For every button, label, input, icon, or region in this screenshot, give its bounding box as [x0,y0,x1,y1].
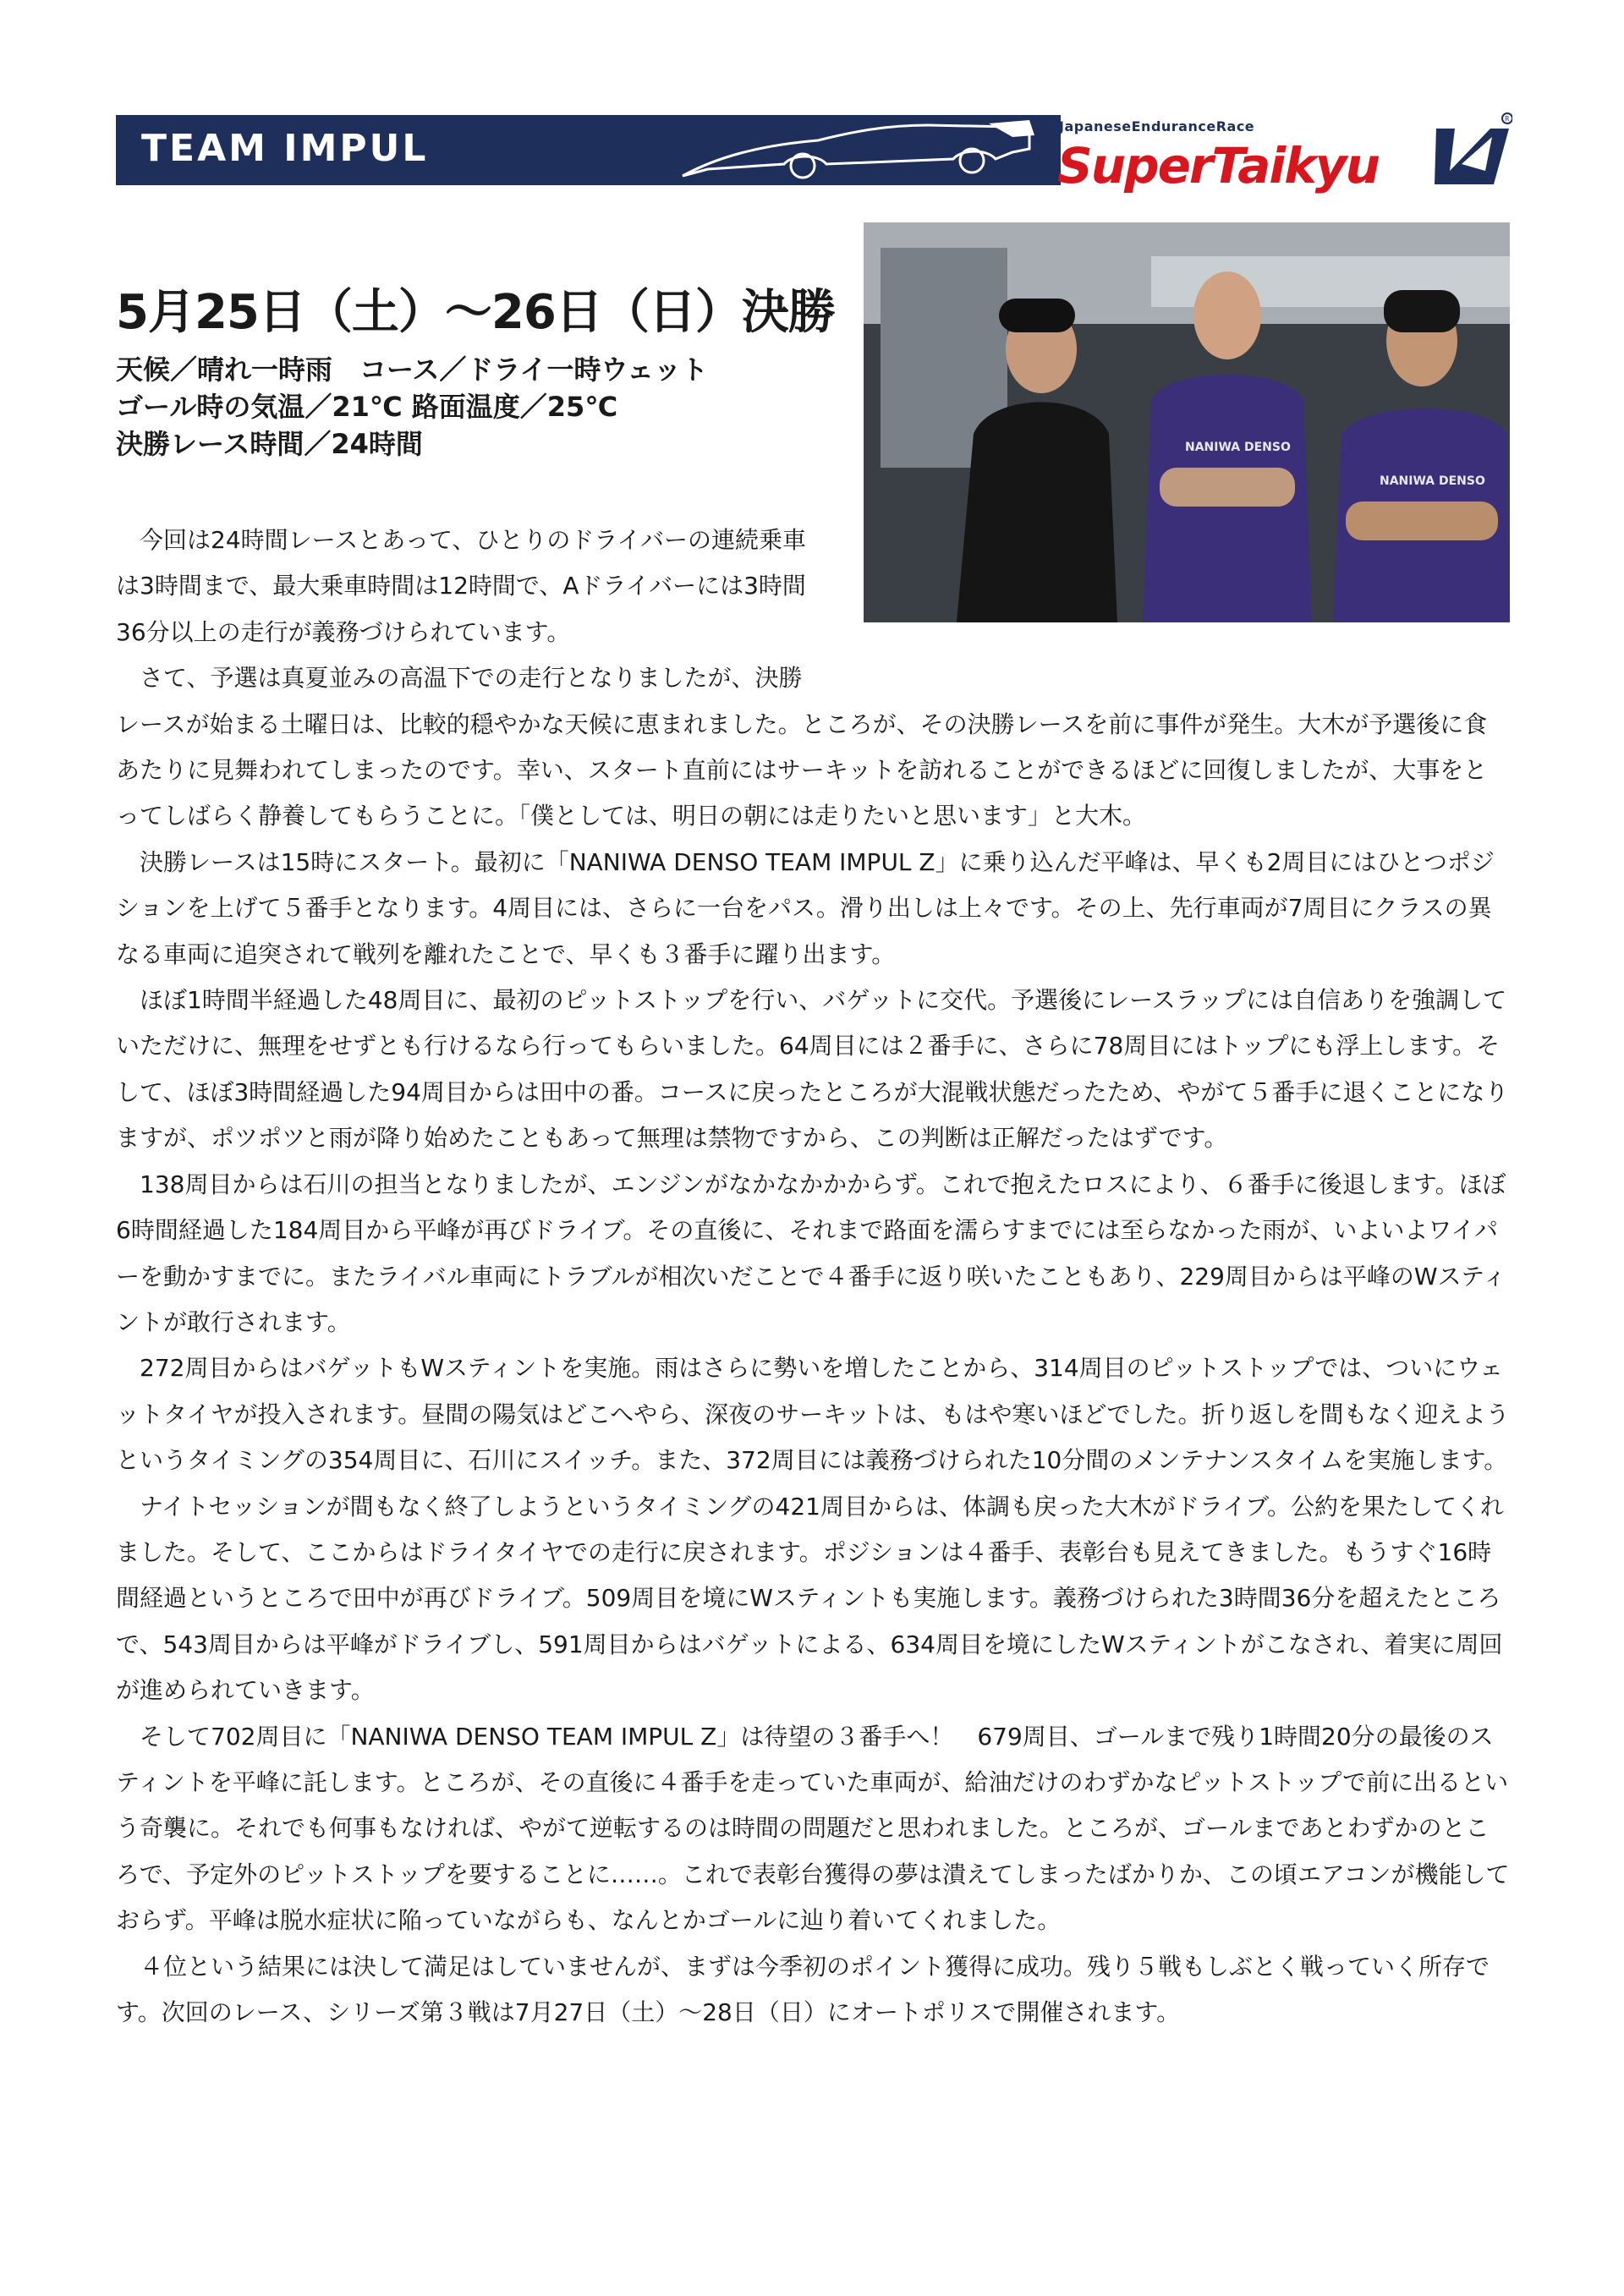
photo-wrap-spacer [825,518,1510,695]
paragraph-2: さて、予選は真夏並みの高温下での走行となりましたが、決勝レースが始まる土曜日は、比較的穏やかな天候に恵まれました。ところが、その決勝レースを前に事件が発生。大木が予選後に食あたりに見舞われてしまったのです。幸い、スタート直前にはサーキットを訪れることができるほどに回復しましたが、大事をとってしばらく静養してもらうことに。「僕としては、明日の朝には走りたいと思います」と大木。 [116,664,1488,830]
paragraph-4: ほぼ1時間半経過した48周目に、最初のピットストップを行い、バゲットに交代。予選後にレースラップには自信ありを強調していただけに、無理をせずとも行けるなら行ってもらいました。64周目には２番手に、さらに78周目にはトップにも浮上します。そして、ほぼ3時間経過した94周目からは田中の番。コースに戻ったところが大混戦状態だったため、やがて５番手に退くことになりますが、ポツポツと雨が降り始めたこともあって無理は禁物ですから、この判断は正解だったはずです。 [116,986,1509,1153]
race-car-silhouette-icon [657,115,1046,185]
team-name: TEAM IMPUL [141,127,429,170]
paragraph-3: 決勝レースは15時にスタート。最初に「NANIWA DENSO TEAM IMPUL Z」に乗り込んだ平峰は、早くも2周目にはひとつポジションを上げて５番手となります。4周目には、さらに一台をパス。滑り出しは上々です。その上、先行車両が7周目にクラスの異なる車両に追突されて戦列を離れたことで、早くも３番手に躍り出ます。 [116,847,1495,968]
paragraph-5: 138周目からは石川の担当となりましたが、エンジンがなかなかかからず。これで抱えたロスにより、６番手に後退します。ほぼ6時間経過した184周目から平峰が再びドライブ。その直後に、それまで路面を濡らすまでには至らなかった雨が、いよいよワイパーを動かすまでに。またライバル車両にトラブルが相次いだことで４番手に返り咲いたこともあり、229周目からは平峰のWスティントが敢行されます。 [116,1170,1506,1336]
paragraph-1: 今回は24時間レースとあって、ひとりのドライバーの連続乗車は3時間まで、最大乗車時間は12時間で、Aドライバーには3時間36分以上の走行が義務づけられています。 [116,526,806,646]
weather-course-line: 天候／晴れ一時雨 コース／ドライ一時ウェット [116,353,709,386]
paragraph-9: ４位という結果には決して満足はしていませんが、まずは今季初のポイント獲得に成功。残り５戦もしぶとく戦っていく所存です。次回のレース、シリーズ第３戦は7月27日（土）〜28日（日）にオートポリスで開催されます。 [116,1952,1490,2026]
temperature-line: ゴール時の気温／21℃ 路面温度／25℃ [116,391,618,423]
article-body [116,518,1510,2036]
super-taikyu-logo [1057,108,1514,193]
paragraph-6: 272周目からはバゲットもWスティントを実施。雨はさらに勢いを増したことから、314周目のピットストップでは、ついにウェットタイヤが投入されます。昼間の陽気はどこへやら、深夜のサーキットは、もはや寒いほどでした。折り返しを間もなく迎えようというタイミングの354周目に、石川にスイッチ。また、372周目には義務づけられた10分間のメンテナンスタイムを実施します。 [116,1354,1510,1475]
header-bar [116,115,1061,185]
shirt-text-right: NANIWA DENSO [1380,474,1485,488]
race-headline: 5月25日（土）〜26日（日）決勝 [116,285,835,340]
logo-title: SuperTaikyu [1057,137,1379,195]
logo-subtitle: JapaneseEnduranceRace [1059,118,1255,134]
paragraph-8: そして702周目に「NANIWA DENSO TEAM IMPUL Z」は待望の３番手へ！ 679周目、ゴールまで残り1時間20分の最後のスティントを平峰に託します。ところが、その直後に４番手を走っていた車両が、給油だけのわずかなピットストップで前に出るという奇襲に。それでも何事もなければ、やがて逆転するのは時間の問題だと思われました。ところが、ゴールまであとわずかのところで、予定外のピットストップを要することに……。これで表彰台獲得の夢は潰えてしまったばかりか、この頃エアコンが機能しておらず。平峰は脱水症状に陥っていながらも、なんとかゴールに辿り着いてくれました。 [116,1722,1510,1935]
logo-mark-icon [1431,112,1512,189]
svg-text:R: R [1505,115,1510,123]
race-conditions [116,351,708,463]
race-duration-line: 決勝レース時間／24時間 [116,428,423,460]
paragraph-7: ナイトセッションが間もなく終了しようというタイミングの421周目からは、体調も戻った大木がドライブ。公約を果たしてくれました。そして、ここからはドライタイヤでの走行に戻されます。ポジションは４番手、表彰台も見えてきました。もうすぐ16時間経過というところで田中が再びドライブ。509周目を境にWスティントも実施します。義務づけられた3時間36分を超えたところで、543周目からは平峰がドライブし、591周目からはバゲットによる、634周目を境にしたWスティントがこなされ、着実に周回が進められていきます。 [116,1492,1505,1705]
shirt-text-middle: NANIWA DENSO [1185,441,1291,454]
